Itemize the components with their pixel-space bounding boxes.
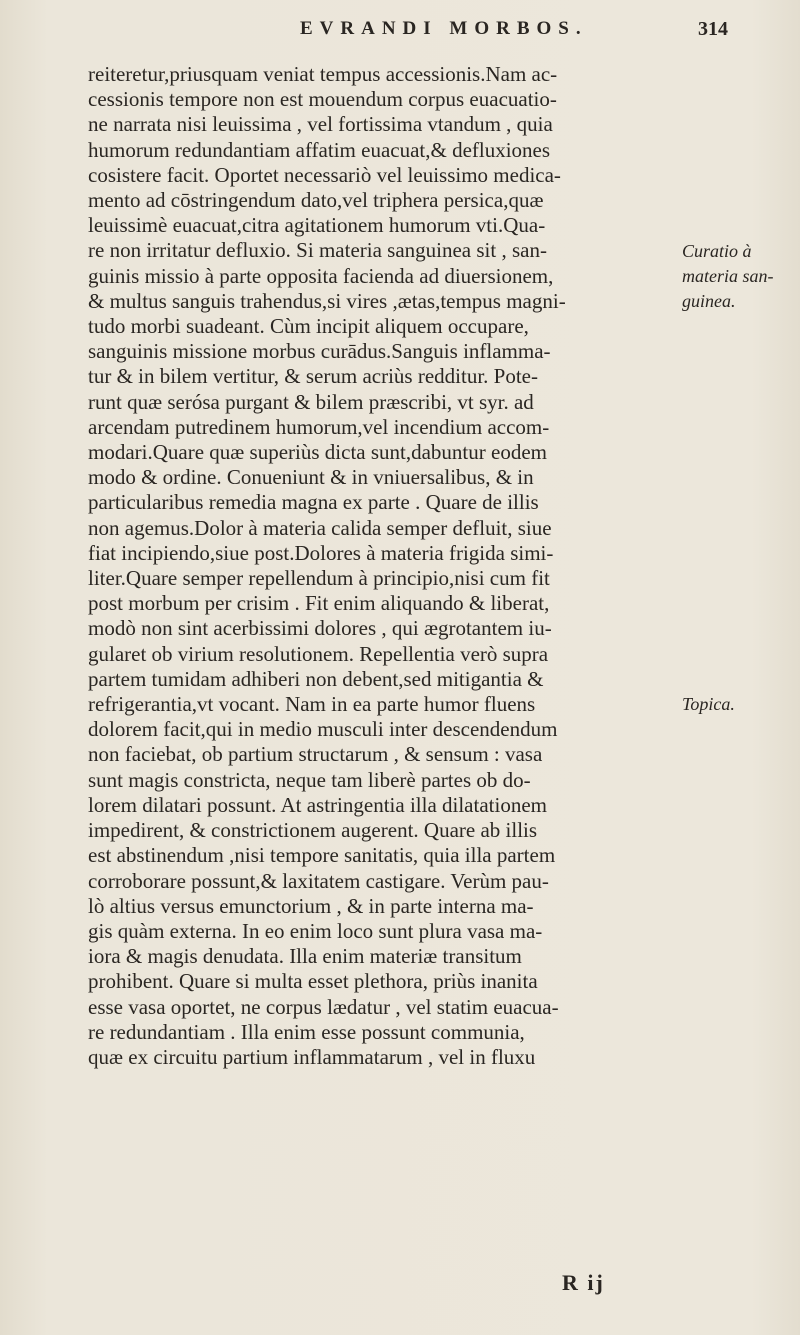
- text-line: cosistere facit. Oportet necessariò vel leuissimo medica-: [88, 162, 561, 187]
- body-text: [88, 62, 676, 1070]
- text-line: re non irritatur defluxio. Si materia sanguinea sit , san-: [88, 238, 547, 263]
- text-line: quæ ex circuitu partium inflammatarum , vel in fluxu: [88, 1044, 536, 1069]
- margin-note-line: guinea.: [682, 291, 736, 312]
- text-line: partem tumidam adhiberi non debent,sed mitigantia &: [88, 666, 544, 691]
- text-line: dolorem facit,qui in medio musculi inter descendendum: [88, 717, 558, 742]
- text-line: non agemus.Dolor à materia calida semper defluit, siue: [88, 515, 552, 540]
- text-line: iora & magis denudata. Illa enim materiæ transitum: [88, 944, 522, 969]
- text-line: liter.Quare semper repellendum à principio,nisi cum fit: [88, 566, 550, 591]
- page-number: 314: [698, 18, 728, 40]
- text-line: modò non sint acerbissimi dolores , qui ægrotantem iu-: [88, 616, 552, 641]
- text-line: modari.Quare quæ superiùs dicta sunt,dabuntur eodem: [88, 440, 547, 465]
- running-head: EVRANDI MORBOS.: [300, 18, 588, 39]
- text-line: post morbum per crisim . Fit enim aliquando & liberat,: [88, 591, 550, 616]
- text-line: humorum redundantiam affatim euacuat,& defluxiones: [88, 137, 551, 162]
- text-line: corroborare possunt,& laxitatem castigare. Verùm pau-: [88, 868, 549, 893]
- text-line: runt quæ serósa purgant & bilem præscribi, vt syr. ad: [88, 389, 534, 414]
- text-line: particularibus remedia magna ex parte . Quare de illis: [88, 490, 539, 515]
- margin-note-topica: Topica.: [682, 694, 735, 714]
- text-line: fiat incipiendo,siue post.Dolores à materia frigida simi-: [88, 540, 554, 565]
- text-line: lò altius versus emunctorium , & in parte interna ma-: [88, 893, 534, 918]
- text-line: arcendam putredinem humorum,vel incendium accom-: [88, 414, 550, 439]
- text-line: refrigerantia,vt vocant. Nam in ea parte humor fluens: [88, 692, 536, 717]
- text-line: mento ad cōstringendum dato,vel triphera persica,quæ: [88, 188, 544, 213]
- text-line: gis quàm externa. In eo enim loco sunt plura vasa ma-: [88, 918, 543, 943]
- margin-note-line: Curatio à: [682, 241, 752, 261]
- text-line: lorem dilatari possunt. At astringentia illa dilatationem: [88, 792, 547, 817]
- text-line: esse vasa oportet, ne corpus lædatur , vel statim euacua-: [88, 994, 559, 1019]
- text-line: & multus sanguis trahendus,si vires ,ætas,tempus magni-: [88, 288, 566, 313]
- margin-note-curatio: [682, 239, 798, 315]
- text-line: re redundantiam . Illa enim esse possunt communia,: [88, 1019, 525, 1044]
- text-line: cessionis tempore non est mouendum corpus euacuatio-: [88, 87, 557, 112]
- text-line: guinis missio à parte opposita facienda ad diuersionem,: [88, 263, 554, 288]
- text-line: tudo morbi suadeant. Cùm incipit aliquem occupare,: [88, 314, 529, 339]
- text-line: reiteretur,priusquam veniat tempus accessionis.Nam ac-: [88, 62, 558, 86]
- text-line: tur & in bilem vertitur, & serum acriùs redditur. Pote-: [88, 364, 538, 389]
- margin-note-line: materia san-: [682, 266, 774, 287]
- text-line: ne narrata nisi leuissima , vel fortissima vtandum , quia: [88, 112, 553, 137]
- text-line: non faciebat, ob partium structarum , & sensum : vasa: [88, 742, 543, 767]
- text-line: leuissimè euacuat,citra agitationem humorum vti.Qua-: [88, 213, 546, 238]
- text-line: prohibent. Quare si multa esset plethora, priùs inanita: [88, 969, 538, 994]
- text-line: modo & ordine. Conueniunt & in vniuersalibus, & in: [88, 465, 534, 490]
- text-line: gularet ob virium resolutionem. Repellentia verò supra: [88, 641, 549, 666]
- text-line: sunt magis constricta, neque tam liberè partes ob do-: [88, 767, 531, 792]
- text-line: est abstinendum ,nisi tempore sanitatis, quia illa partem: [88, 843, 556, 868]
- text-line: sanguinis missione morbus curādus.Sanguis inflamma-: [88, 339, 551, 364]
- signature-mark: R ij: [562, 1270, 605, 1295]
- text-line: impedirent, & constrictionem augerent. Quare ab illis: [88, 818, 538, 843]
